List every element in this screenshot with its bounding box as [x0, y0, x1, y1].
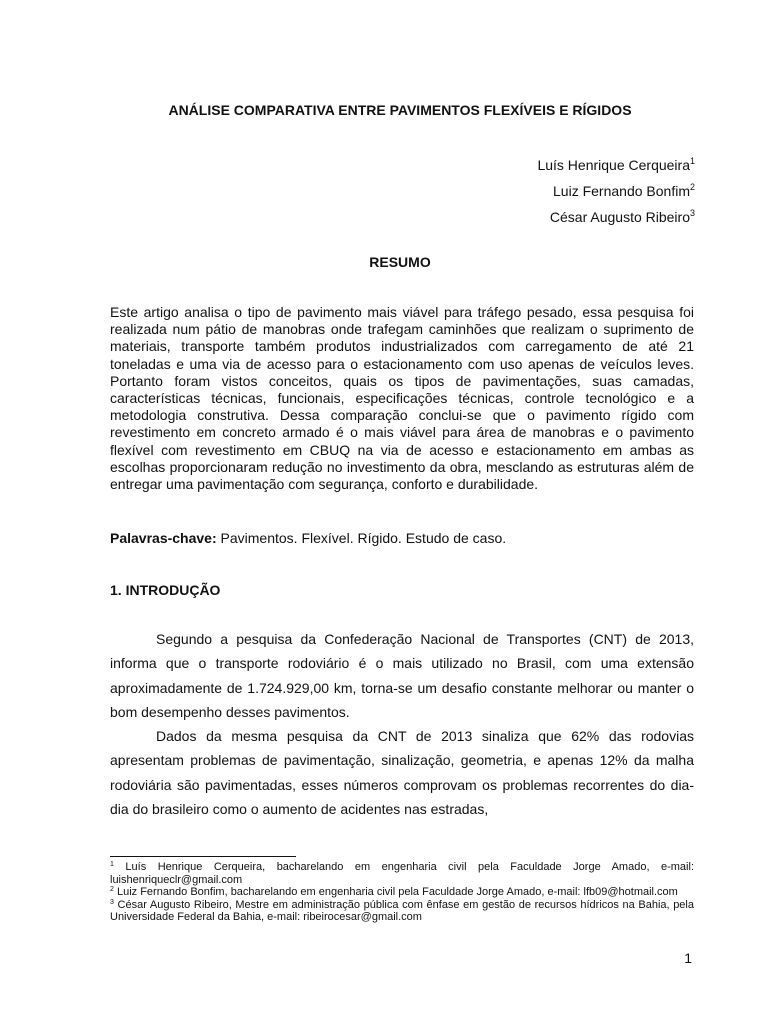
- footnote: [110, 886, 694, 899]
- author-name: Luiz Fernando Bonfim: [553, 183, 690, 199]
- abstract-heading: RESUMO: [369, 254, 431, 270]
- keywords: [110, 530, 694, 546]
- footnote-mark: 2: [110, 886, 114, 894]
- author-name: César Augusto Ribeiro: [549, 209, 690, 225]
- footnote-text: Luís Henrique Cerqueira, bacharelando em engenharia civil pela Faculdade Jorge Amado, e-mail: luishenriqueclr@gmail.com: [110, 861, 694, 886]
- author-name: Luís Henrique Cerqueira: [537, 157, 690, 173]
- footnote-mark: 2: [689, 182, 695, 192]
- page-number: 1: [684, 950, 692, 966]
- footnote-mark: 1: [689, 156, 695, 166]
- footnote-text: César Augusto Ribeiro, Mestre em administração pública com ênfase em gestão de recursos hídricos na Bahia, pela Universidade Federal da Bahia, e-mail: ribeirocesar@gmail.com: [110, 898, 694, 924]
- paper-title: ANÁLISE COMPARATIVA ENTRE PAVIMENTOS FLEXÍVEIS E RÍGIDOS: [168, 102, 632, 118]
- footnotes: [110, 861, 694, 924]
- footnote-divider: [110, 856, 296, 857]
- footnote-mark: 3: [110, 898, 114, 906]
- footnote-mark: 3: [689, 208, 695, 218]
- keywords-text: Pavimentos. Flexível. Rígido. Estudo de caso.: [216, 530, 507, 546]
- abstract-text: Este artigo analisa o tipo de pavimento mais viável para tráfego pesado, essa pesquisa foi realizada num pátio de manobras onde trafegam caminhões que realizam o suprimento de materiais, transporte também produtos industrializados com carregamento de até 21 toneladas e uma via de acesso para o estacionamento com uso apenas de veículos leves. Portanto foram vistos conceitos, quais os tipos de pavimentações, suas camadas, características técnicas, funcionais, especificações técnicas, controle tecnológico e a metodologia construtiva. Dessa comparação conclui-se que o pavimento rígido com revestimento em concreto armado é o mais viável para área de manobras e o pavimento flexível com revestimento em CBUQ na via de acesso e estacionamento em ambas as escolhas proporcionaram redução no investimento da obra, mesclando as estruturas além de entregar uma pavimentação com segurança, conforto e durabilidade.: [110, 304, 694, 493]
- section-heading-introduction: 1. INTRODUÇÃO: [110, 582, 221, 598]
- author: [537, 204, 695, 230]
- paragraph: Segundo a pesquisa da Confederação Nacional de Transportes (CNT) de 2013, informa que o transporte rodoviário é o mais utilizado no Brasil, com uma extensão aproximadamente de 1.724.929,00 km, torna-se um desafio constante melhorar ou manter o bom desempenho desses pavimentos.: [110, 631, 694, 720]
- footnote: [110, 861, 694, 886]
- author: [537, 178, 695, 204]
- footnote: [110, 899, 694, 924]
- author: [537, 152, 695, 178]
- footnote-text: Luiz Fernando Bonfim, bacharelando em engenharia civil pela Faculdade Jorge Amado, e-mail: lfb09@hotmail.com: [113, 886, 678, 899]
- introduction-body: [110, 627, 694, 821]
- keywords-label: Palavras-chave:: [110, 530, 217, 546]
- author-list: [537, 152, 695, 230]
- paragraph: Dados da mesma pesquisa da CNT de 2013 sinaliza que 62% das rodovias apresentam problemas de pavimentação, sinalização, geometria, e apenas 12% da malha rodoviária são pavimentadas, esses números comprovam os problemas recorrentes do dia-dia do brasileiro como o aumento de acidentes nas estradas,: [110, 728, 694, 818]
- footnote-mark: 1: [110, 861, 114, 868]
